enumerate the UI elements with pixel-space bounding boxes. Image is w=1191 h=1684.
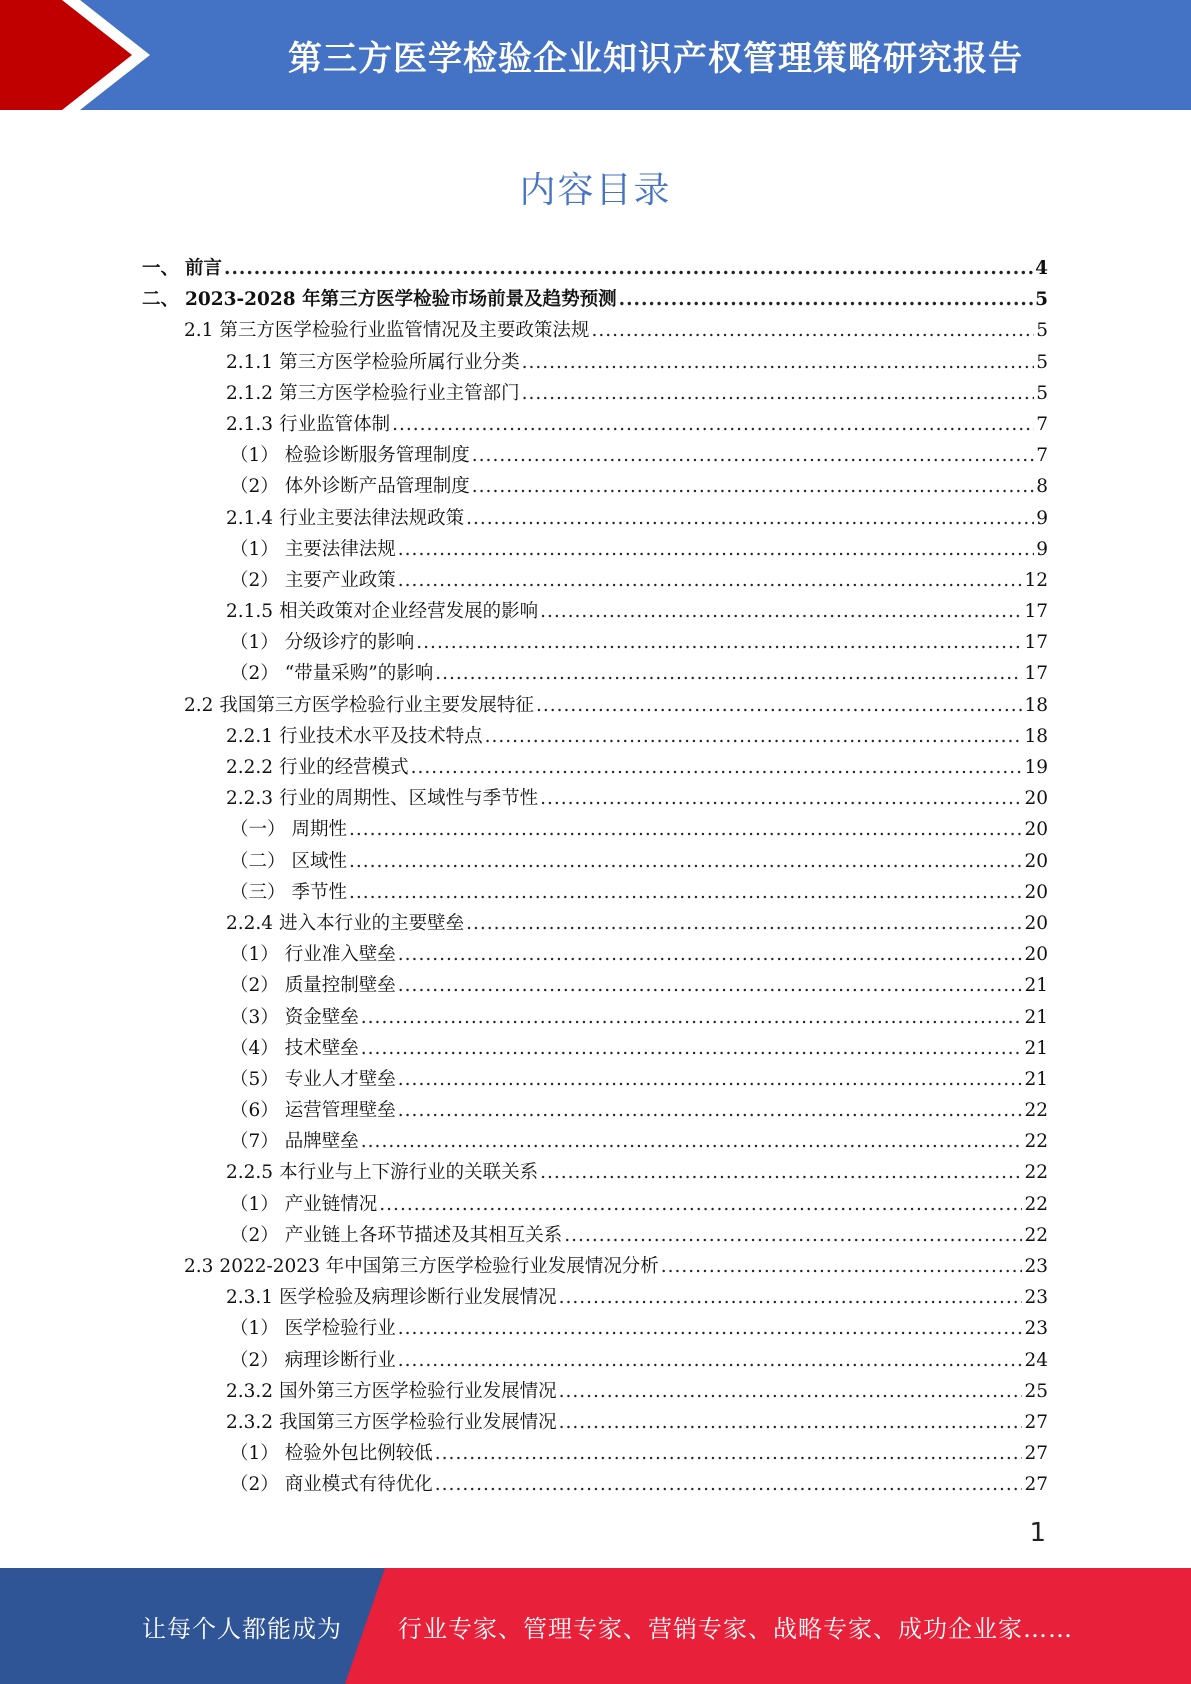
toc-entry-page: 27 [1024,1443,1048,1465]
toc-entry[interactable] [142,534,1048,565]
toc-entry-number: （2） [230,569,279,591]
toc-entry-page: 21 [1024,1006,1048,1028]
toc-entry-number: （1） [230,944,279,966]
toc-entry[interactable] [142,1376,1048,1407]
toc-entry-number: 2.1.5 [226,601,274,623]
toc-entry[interactable] [142,658,1048,689]
toc-entry-title: 第三方医学检验行业监管情况及主要政策法规 [219,320,590,342]
toc-entry-number: （二） [230,850,286,872]
toc-entry-page: 20 [1024,912,1048,934]
toc-entry-title: 前言 [185,258,223,279]
toc-entry[interactable] [142,1189,1048,1220]
toc-entry[interactable] [142,253,1048,284]
toc-entry[interactable] [142,1345,1048,1376]
toc-dot-leader [540,783,1022,814]
toc-entry-page: 7 [1036,413,1048,435]
toc-entry-number: （2） [230,1224,279,1246]
toc-entry-title: 本行业与上下游行业的关联关系 [279,1162,539,1184]
toc-dot-leader [411,752,1023,783]
toc-entry-number: （2） [230,663,279,685]
toc-entry[interactable] [142,1033,1048,1064]
toc-entry-title: 医学检验行业 [284,1318,396,1340]
toc-dot-leader [472,440,1034,471]
toc-entry-title: 分级诊疗的影响 [284,632,415,654]
toc-entry-number: （4） [230,1037,279,1059]
toc-entry-page: 21 [1024,1037,1048,1059]
toc-entry-page: 20 [1024,881,1048,903]
toc-entry-page: 17 [1024,601,1048,623]
toc-entry-number: （1） [230,1443,279,1465]
toc-dot-leader [435,658,1022,689]
toc-entry-title: 行业准入壁垒 [284,944,396,966]
toc-entry-title: 第三方医学检验所属行业分类 [279,351,520,373]
toc-entry-number: （2） [230,476,279,498]
toc-entry-title: 品牌壁垒 [284,1131,359,1153]
toc-entry[interactable] [142,783,1048,814]
toc-entry[interactable] [142,877,1048,908]
toc-entry-page: 5 [1036,382,1048,404]
toc-entry-number: 一、 [142,258,180,279]
toc-entry-title: 体外诊断产品管理制度 [284,476,470,498]
toc-entry-title: 专业人才壁垒 [284,1068,396,1090]
toc-entry-number: 2.1.2 [226,382,274,404]
toc-entry-page: 27 [1024,1411,1048,1433]
toc-dot-leader [466,908,1022,939]
toc-entry-page: 20 [1024,819,1048,841]
toc-entry-title: 季节性 [291,881,348,903]
toc-entry-page: 9 [1036,507,1048,529]
toc-entry[interactable] [142,752,1048,783]
toc-entry-page: 22 [1024,1193,1048,1215]
toc-entry-number: 2.3.2 [226,1380,274,1402]
toc-entry[interactable] [142,1095,1048,1126]
toc-entry-page: 25 [1024,1380,1048,1402]
toc-entry-title: 医学检验及病理诊断行业发展情况 [279,1287,557,1309]
toc-dot-leader [349,877,1022,908]
toc-entry-title: 产业链情况 [284,1193,378,1215]
toc-entry[interactable] [142,627,1048,658]
toc-entry-number: 2.2.4 [226,912,274,934]
toc-entry-title: 行业监管体制 [279,413,391,435]
toc-entry-title: 检验外包比例较低 [284,1443,433,1465]
toc-entry-title: 产业链上各环节描述及其相互关系 [284,1224,563,1246]
toc-dot-leader [379,1189,1022,1220]
toc-entry[interactable] [142,596,1048,627]
table-of-contents [142,253,1048,1501]
toc-entry-page: 18 [1024,694,1048,716]
toc-entry-page: 17 [1024,632,1048,654]
toc-entry[interactable] [142,814,1048,845]
toc-dot-leader [224,253,1033,284]
toc-entry-number: 2.1.3 [226,413,274,435]
toc-entry[interactable] [142,1064,1048,1095]
toc-entry-title: 主要产业政策 [284,569,396,591]
toc-entry[interactable] [142,503,1048,534]
toc-entry[interactable] [142,1126,1048,1157]
toc-dot-leader [398,534,1034,565]
toc-entry-page: 19 [1024,757,1048,778]
toc-entry-title: 行业的经营模式 [279,757,409,778]
toc-entry-number: （6） [230,1100,279,1122]
toc-entry-page: 23 [1024,1318,1048,1340]
toc-entry-page: 12 [1024,569,1048,591]
toc-entry-title: 运营管理壁垒 [284,1100,396,1122]
toc-entry-title: 行业技术水平及技术特点 [279,725,483,747]
toc-entry-number: 2.1 [184,320,214,342]
toc-entry-number: 2.2.2 [226,757,274,778]
toc-dot-leader [559,1376,1023,1407]
toc-entry-title: 病理诊断行业 [284,1349,396,1371]
toc-dot-leader [361,1002,1023,1033]
toc-entry-page: 20 [1024,788,1048,810]
toc-dot-leader [361,1126,1023,1157]
toc-entry-title: 2023-2028 年第三方医学检验市场前景及趋势预测 [185,289,617,311]
toc-dot-leader [485,721,1023,752]
toc-entry[interactable] [142,284,1048,315]
toc-entry-number: （1） [230,1193,279,1215]
toc-entry-page: 18 [1024,725,1048,747]
toc-entry-page: 22 [1024,1224,1048,1246]
toc-entry[interactable] [142,378,1048,409]
toc-entry-page: 5 [1035,289,1048,311]
toc-dot-leader [522,347,1035,378]
toc-dot-leader [472,471,1034,502]
toc-dot-leader [564,1220,1022,1251]
toc-entry-number: （三） [230,881,286,903]
toc-entry[interactable] [142,690,1048,721]
toc-entry-page: 22 [1024,1162,1048,1184]
toc-entry-number: （1） [230,632,279,654]
toc-entry-number: 2.2.1 [226,725,274,747]
toc-dot-leader [466,503,1034,534]
toc-entry[interactable] [142,347,1048,378]
toc-entry-title: 2022-2023 年中国第三方医学检验行业发展情况分析 [219,1256,659,1277]
page-number: 1 [1029,1518,1046,1548]
toc-entry-title: 我国第三方医学检验行业发展情况 [279,1411,557,1433]
toc-entry-title: 第三方医学检验行业主管部门 [279,382,520,404]
toc-entry-number: 2.3.2 [226,1411,274,1433]
toc-entry-page: 22 [1024,1100,1048,1122]
toc-entry[interactable] [142,846,1048,877]
toc-entry-number: 2.1.1 [226,351,274,373]
toc-heading: 内容目录 [519,170,672,211]
toc-entry-title: 商业模式有待优化 [284,1474,433,1496]
toc-entry-page: 21 [1024,1068,1048,1090]
toc-entry-number: （1） [230,538,279,560]
toc-entry-number: （1） [230,445,279,467]
toc-entry-number: （5） [230,1068,279,1090]
toc-entry[interactable] [142,1002,1048,1033]
toc-entry-page: 27 [1024,1474,1048,1496]
toc-entry[interactable] [142,315,1048,346]
toc-dot-leader [559,1407,1023,1438]
toc-entry-page: 22 [1024,1131,1048,1153]
toc-dot-leader [619,284,1034,315]
toc-entry[interactable] [142,1220,1048,1251]
toc-entry-page: 5 [1036,351,1048,373]
toc-dot-leader [435,1438,1023,1469]
toc-dot-leader [435,1469,1023,1500]
toc-entry-title: 质量控制壁垒 [284,975,396,997]
toc-dot-leader [398,1095,1023,1126]
toc-entry-number: 2.2 [184,694,214,716]
footer-slogan-right: 行业专家、管理专家、营销专家、战略专家、成功企业家…… [398,1614,1073,1643]
toc-entry-number: 2.1.4 [226,507,274,529]
toc-entry[interactable] [142,939,1048,970]
toc-dot-leader [392,409,1034,440]
toc-entry-page: 7 [1036,445,1048,467]
footer-slogan-left: 让每个人都能成为 [142,1614,342,1643]
header-arrow-icon [0,0,160,110]
toc-entry-page: 4 [1035,258,1048,279]
toc-dot-leader [361,1033,1023,1064]
page-footer [0,1568,1191,1684]
toc-dot-leader [349,814,1022,845]
toc-entry-title: 相关政策对企业经营发展的影响 [279,601,539,623]
toc-entry[interactable] [142,970,1048,1001]
toc-entry-page: 5 [1036,320,1048,342]
toc-entry-title: 行业的周期性、区域性与季节性 [279,788,539,810]
toc-dot-leader [398,1313,1023,1344]
toc-entry[interactable] [142,471,1048,502]
toc-entry[interactable] [142,565,1048,596]
toc-entry-number: （7） [230,1131,279,1153]
toc-entry-page: 24 [1024,1349,1048,1371]
toc-entry-number: 2.3.1 [226,1287,274,1309]
toc-entry-title: 区域性 [291,850,348,872]
toc-dot-leader [661,1251,1023,1282]
toc-entry[interactable] [142,1407,1048,1438]
toc-entry-page: 20 [1024,944,1048,966]
toc-entry-page: 17 [1024,663,1048,685]
toc-dot-leader [398,939,1023,970]
toc-dot-leader [522,378,1035,409]
toc-entry-title: 主要法律法规 [284,538,396,560]
toc-entry-page: 20 [1024,850,1048,872]
toc-dot-leader [349,846,1022,877]
toc-entry[interactable] [142,1157,1048,1188]
toc-dot-leader [540,1157,1022,1188]
toc-entry[interactable] [142,1469,1048,1500]
toc-entry-title: 技术壁垒 [284,1037,359,1059]
toc-entry-number: （2） [230,1474,279,1496]
toc-entry-page: 23 [1024,1287,1048,1309]
toc-entry[interactable] [142,1313,1048,1344]
toc-entry-page: 8 [1036,476,1048,498]
toc-entry-title: 周期性 [291,819,348,841]
toc-dot-leader [536,690,1023,721]
toc-entry[interactable] [142,1282,1048,1313]
toc-entry-number: （一） [230,819,286,841]
toc-dot-leader [540,596,1022,627]
toc-dot-leader [398,1064,1023,1095]
toc-entry-title: 进入本行业的主要壁垒 [279,912,465,934]
toc-entry[interactable] [142,440,1048,471]
toc-entry-number: （2） [230,975,279,997]
toc-entry-page: 23 [1024,1256,1048,1277]
toc-dot-leader [398,970,1023,1001]
toc-entry-title: 国外第三方医学检验行业发展情况 [279,1380,557,1402]
toc-entry-title: “带量采购”的影响 [284,663,434,685]
toc-entry-page: 9 [1036,538,1048,560]
toc-entry-number: （1） [230,1318,279,1340]
toc-entry-number: 2.3 [184,1256,214,1277]
toc-entry-title: 资金壁垒 [284,1006,359,1028]
page-header [0,0,1191,110]
toc-entry-number: 2.2.5 [226,1162,274,1184]
toc-entry[interactable] [142,721,1048,752]
report-title: 第三方医学检验企业知识产权管理策略研究报告 [288,38,1023,79]
toc-dot-leader [398,1345,1023,1376]
toc-entry-number: 二、 [142,289,180,311]
toc-entry-title: 我国第三方医学检验行业主要发展特征 [219,694,534,716]
toc-entry-title: 检验诊断服务管理制度 [284,445,470,467]
toc-entry[interactable] [142,1438,1048,1469]
toc-entry-number: （2） [230,1349,279,1371]
toc-entry-page: 21 [1024,975,1048,997]
toc-entry-title: 行业主要法律法规政策 [279,507,465,529]
toc-dot-leader [398,565,1023,596]
toc-dot-leader [591,315,1034,346]
toc-entry-number: 2.2.3 [226,788,274,810]
toc-entry[interactable] [142,1251,1048,1282]
toc-dot-leader [559,1282,1023,1313]
toc-entry-number: （3） [230,1006,279,1028]
toc-entry[interactable] [142,908,1048,939]
toc-dot-leader [416,627,1022,658]
toc-entry[interactable] [142,409,1048,440]
